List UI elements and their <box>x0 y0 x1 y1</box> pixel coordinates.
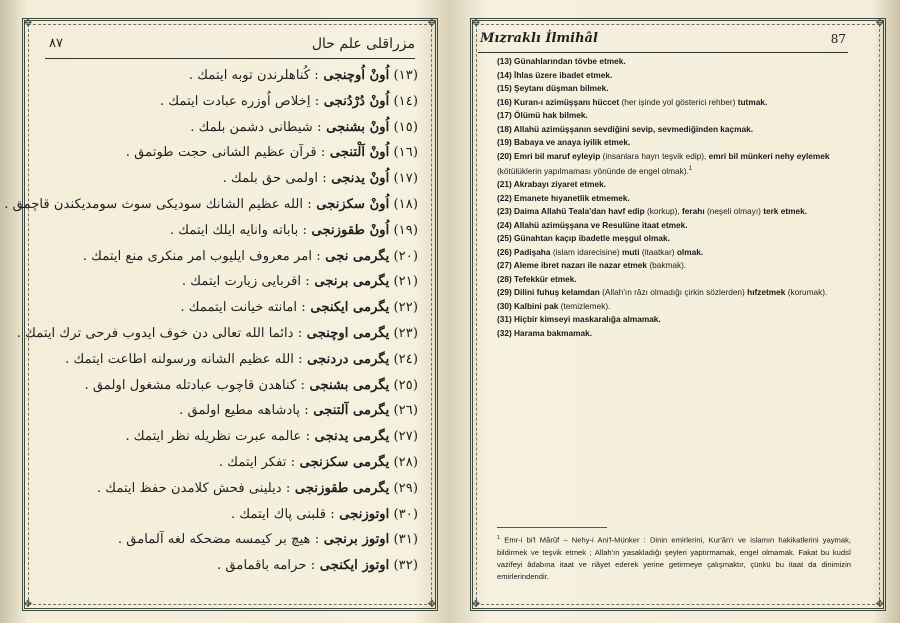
item-text: : اولمی حق بلمك . <box>222 171 327 187</box>
item-text: emri bil münkeri nehy eylemek <box>708 150 830 161</box>
item-text: : امانته خیانت ایتممك . <box>180 300 306 316</box>
item-text: (korkup), <box>646 206 683 217</box>
item-text: (21) Akrabayı ziyaret etmek. <box>497 179 606 190</box>
item-text: : تفكر ایتمك . <box>218 454 296 470</box>
item-text: (neşeli olmayı) <box>706 206 764 217</box>
item-text: (insanlara hayrı teşvik edip), <box>602 150 709 161</box>
footnote-ref[interactable]: 1 <box>688 166 693 172</box>
corner-ornament-icon: ✥ <box>875 18 885 29</box>
list-item <box>497 219 851 233</box>
item-ordinal: اوتوز ایكنجی <box>315 558 390 574</box>
item-text: hıfzetmek <box>747 287 788 298</box>
item-text: (17) Ölümü hak bilmek. <box>497 110 588 120</box>
item-text: : حرامه باقمامق . <box>217 558 316 574</box>
item-ordinal: یگرمی نجی <box>320 248 390 264</box>
item-text: (her işinde yol gösterici rehber) <box>621 96 738 107</box>
item-number: (٣٢) <box>389 558 418 574</box>
list-item <box>497 109 851 123</box>
footnote-text: Emr-i bi'l Mârûf – Nehy-i Ani'l-Münker : Dinin emirlerini, Kur'ân'ı ve islamın hakikatlerini yaymak, bildirmek ve teşvik etmek ; Allah'ın yasakladığı şeyleri yaptırmamak, engel olmamak. Fakat bu kudsî vazifeyi âdabına itaat ve riâyet ederek yerine getirmeye çalışmaktır, çünkü bu itaat da dinimizin emirlerindendir. <box>497 535 851 582</box>
item-number: (١٣) <box>389 68 418 83</box>
list-item <box>16 321 418 347</box>
item-ordinal: اُونْ دُرْدُنجی <box>319 93 390 109</box>
list-item <box>497 82 851 96</box>
item-text: : كُناهلرندن توبه ایتمك . <box>188 68 319 83</box>
list-item <box>38 424 418 450</box>
item-text: (itaatkar) <box>641 246 677 257</box>
list-item <box>497 96 851 110</box>
list-item <box>38 218 418 244</box>
item-text: (26) Padişaha <box>497 246 553 257</box>
item-text: (korumak). <box>787 287 828 298</box>
item-ordinal: اُونْ سكزنجی <box>311 196 390 212</box>
item-text: (19) Babaya ve anaya iyilik etmek. <box>497 137 631 147</box>
item-number: (٢٢) <box>389 300 418 316</box>
left-page-title: مزراقلی علم حال <box>311 36 415 52</box>
list-item <box>38 115 418 141</box>
list-item <box>497 313 851 327</box>
corner-ornament-icon: ✥ <box>23 18 33 29</box>
right-page-list <box>497 55 851 340</box>
footnote <box>497 532 851 583</box>
item-ordinal: اُونْ اَلْتنجی <box>325 145 390 161</box>
item-text: (bakmak). <box>649 260 687 271</box>
corner-ornament-icon: ✥ <box>427 18 437 29</box>
item-text: (14) İhlas üzere ibadet etmek. <box>497 69 613 80</box>
list-item <box>38 269 418 295</box>
item-ordinal: یگرمی بشنجی <box>304 377 390 393</box>
item-ordinal: اوتوز برنجی <box>319 532 390 548</box>
item-text: (23) Daima Allahü Teala'dan havf edip <box>497 206 647 217</box>
item-text: (27) Aleme ibret nazarı ile nazar etmek <box>497 260 650 271</box>
list-item <box>38 166 418 192</box>
item-text: muti <box>621 246 642 257</box>
footnote-divider <box>497 527 607 528</box>
corner-ornament-icon: ✥ <box>875 599 885 610</box>
item-text: : باباته وانایه ایلك ایتمك . <box>169 222 307 238</box>
list-item <box>497 327 851 341</box>
item-text: : دیلینی فحش كلامدن حفظ ایتمك . <box>96 480 291 496</box>
list-item <box>38 63 418 89</box>
item-text: : الله عظیم الشانه ورسولنه اطاعت ایتمك . <box>65 351 303 367</box>
item-text: : امر معروف ایلیوب امر منكری منع ایتمك . <box>82 248 321 264</box>
list-item <box>38 502 418 528</box>
item-number: (١٤) <box>389 93 418 109</box>
item-number: (١٦) <box>389 145 418 161</box>
item-text: (kötülüklerin yapılmaması yönünde de engel olmak). <box>497 165 689 176</box>
item-text: (18) Allahü azimüşşanın sevdiğini sevip, sevmediğinden kaçmak. <box>497 123 754 134</box>
left-page-number: ٨٧ <box>49 36 63 51</box>
item-text: : پادشاهه مطیع اولمق . <box>179 403 309 419</box>
left-page-header <box>45 34 415 59</box>
item-number: (٢٨) <box>389 454 418 470</box>
list-item <box>497 286 851 300</box>
item-text: (31) Hiçbir kimseyi maskaralığa almamak. <box>497 314 661 325</box>
list-item <box>38 398 418 424</box>
list-item <box>497 300 851 314</box>
item-text: : قلبنی پاك ایتمك . <box>231 506 335 522</box>
list-item <box>38 553 418 579</box>
right-page-number: 87 <box>830 32 846 46</box>
item-text: : الله عظیم الشانك سودیكی سوث سومدیكندن قاچمق . <box>4 196 312 212</box>
item-ordinal: اُونْ طقوزنجی <box>306 222 390 238</box>
item-text: : قرآن عظیم الشانی حجت طوتمق . <box>125 145 326 161</box>
item-ordinal: اُونْ بشنجی <box>321 119 390 135</box>
list-item <box>497 232 851 246</box>
item-number: (٢٠) <box>389 248 418 264</box>
list-item <box>38 244 418 270</box>
item-text: (32) Harama bakmamak. <box>497 327 593 338</box>
item-text: (temizlemek). <box>560 300 611 311</box>
item-number: (٣٠) <box>389 506 418 522</box>
list-item <box>497 259 851 273</box>
item-number: (٣١) <box>389 532 418 548</box>
item-text: : كناهدن قاچوب عبادتله مشغول اولمق . <box>84 377 305 393</box>
corner-ornament-icon: ✥ <box>23 599 33 610</box>
item-text: (Allah'ın râzı olmadığı çirkin sözlerden) <box>602 287 748 298</box>
item-text: (28) Tefekkür etmek. <box>497 273 577 284</box>
list-item <box>4 192 418 218</box>
item-number: (١٥) <box>389 119 418 135</box>
list-item <box>497 150 851 179</box>
item-number: (٢٧) <box>389 429 418 445</box>
corner-ornament-icon: ✥ <box>427 599 437 610</box>
left-page-list <box>4 63 418 579</box>
footnote-marker: 1 <box>497 535 501 541</box>
list-item <box>38 373 418 399</box>
item-ordinal: یگرمی اوچنجی <box>302 325 390 341</box>
list-item <box>497 69 851 83</box>
item-number: (٢٩) <box>389 480 418 496</box>
list-item <box>38 450 418 476</box>
item-text: olmak. <box>676 246 704 257</box>
item-ordinal: یگرمی سكزنجی <box>295 454 390 470</box>
corner-ornament-icon: ✥ <box>471 18 481 29</box>
item-text: (15) Şeytanı düşman bilmek. <box>497 83 609 93</box>
item-text: : اقربایی زیارت ایتمك . <box>181 274 310 290</box>
list-item <box>497 246 851 260</box>
list-item <box>497 55 851 69</box>
list-item <box>38 347 418 373</box>
item-text: : اِخلاص اُوزره عبادت ایتمك . <box>160 93 320 109</box>
list-item <box>497 136 851 150</box>
item-text: (20) Emri bil maruf eyleyip <box>497 150 603 161</box>
item-text: : دائما الله تعالی دن خوف ایدوب فرحی ترك ایتمك . <box>16 325 303 341</box>
item-ordinal: اوتوزنجی <box>334 506 390 522</box>
item-text: (16) Kuran-ı azimüşşanı hüccet <box>497 96 622 107</box>
item-text: (24) Allahü azimüşşana ve Resulüne itaat etmek. <box>497 219 688 230</box>
list-item <box>38 527 418 553</box>
list-item <box>38 295 418 321</box>
item-number: (٢٤) <box>389 351 418 367</box>
right-page-title: Mızraklı İlmihâl <box>480 31 598 46</box>
item-number: (٢٣) <box>389 325 418 341</box>
item-number: (١٧) <box>389 171 418 187</box>
item-text: terk etmek. <box>763 206 808 217</box>
item-ordinal: یگرمی ایكنجی <box>305 300 390 316</box>
list-item <box>38 140 418 166</box>
item-number: (١٩) <box>389 222 418 238</box>
item-ordinal: یگرمی یدنجی <box>310 429 390 445</box>
item-text: (30) Kalbini pak <box>497 300 561 311</box>
item-text: : شیطانی دشمن بلمك . <box>190 119 322 135</box>
item-ordinal: اُونْ اُوچنجی <box>318 68 390 83</box>
item-text: (29) Dilini fuhuş kelamdan <box>497 287 603 298</box>
corner-ornament-icon: ✥ <box>471 599 481 610</box>
item-text: (22) Emanete hıyanetlik etmemek. <box>497 192 630 203</box>
item-ordinal: یگرمی دردنجی <box>302 351 390 367</box>
right-page-header <box>478 30 848 53</box>
item-ordinal: یگرمی آلتنجی <box>308 403 390 419</box>
item-number: (٢٥) <box>389 377 418 393</box>
list-item <box>497 205 851 219</box>
item-text: ferahı <box>682 206 707 217</box>
item-ordinal: اُونْ یدنجی <box>326 171 390 187</box>
item-text: : هیچ بر كیمسه مضحكه لغه آلمامق . <box>117 532 320 548</box>
list-item <box>497 192 851 206</box>
item-text: (25) Günahtan kaçıp ibadetle meşgul olmak. <box>497 233 670 244</box>
list-item <box>38 89 418 115</box>
item-number: (٢١) <box>389 274 418 290</box>
item-text: : عالمه عبرت نظریله نظر ایتمك . <box>125 429 311 445</box>
item-ordinal: یگرمی برنجی <box>309 274 390 290</box>
item-text: (13) Günahlarından tövbe etmek. <box>497 56 626 66</box>
list-item <box>38 476 418 502</box>
list-item <box>497 273 851 287</box>
item-text: (islam idarecisine) <box>552 246 622 257</box>
item-number: (١٨) <box>389 196 418 212</box>
list-item <box>497 178 851 192</box>
item-text: tutmak. <box>737 96 768 107</box>
item-number: (٢٦) <box>389 403 418 419</box>
list-item <box>497 123 851 137</box>
item-ordinal: یگرمی طقوزنجی <box>290 480 390 496</box>
